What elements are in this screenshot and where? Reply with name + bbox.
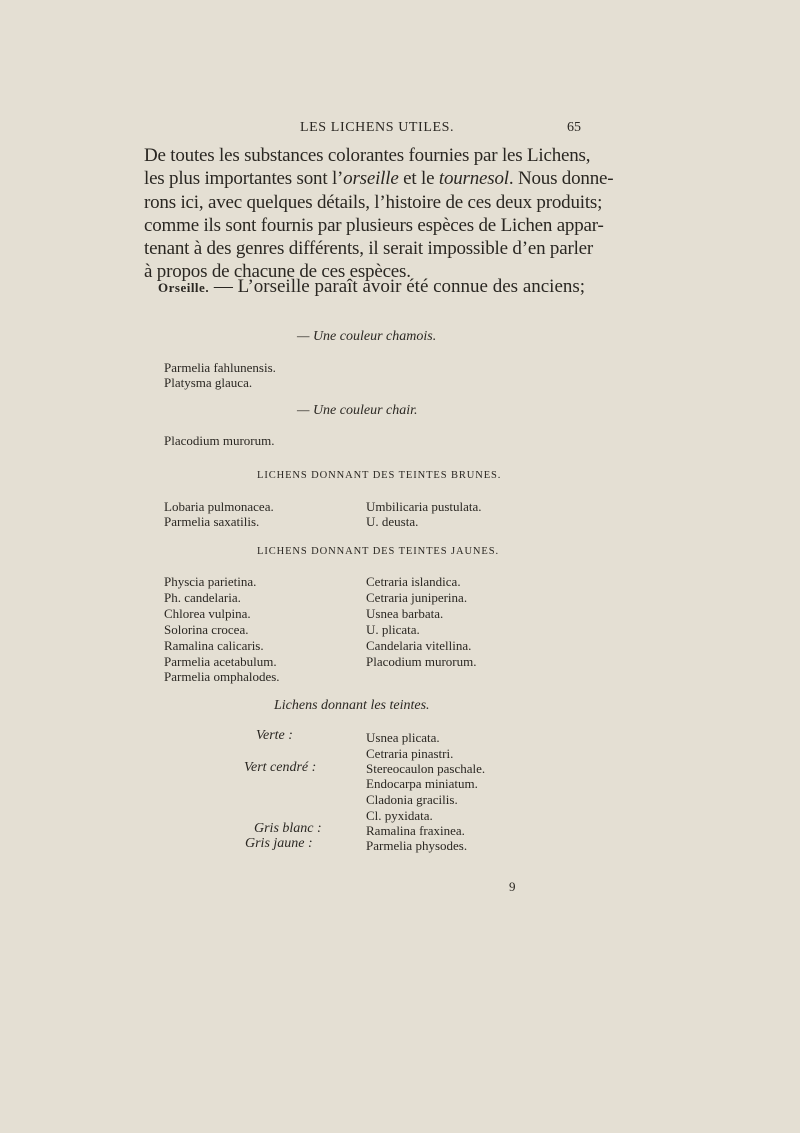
intro-paragraph: [144, 144, 614, 284]
list-item: Usnea barbata.: [366, 606, 444, 621]
list-item: Physcia parietina.: [164, 574, 257, 589]
list-item: Umbilicaria pustulata.: [366, 499, 482, 514]
list-item: Cetraria islandica.: [366, 574, 461, 589]
list-item: Chlorea vulpina.: [164, 606, 251, 621]
tint-label: Gris jaune :: [245, 836, 313, 851]
list-item: Solorina crocea.: [164, 622, 249, 637]
paragraph-line: De toutes les substances colorantes fournies par les Lichens,: [144, 145, 591, 166]
tournesol-term: tournesol: [438, 168, 509, 190]
orseille-term: orseille: [343, 168, 399, 190]
list-item: U. deusta.: [366, 514, 419, 529]
list-item: Parmelia saxatilis.: [164, 514, 260, 529]
list-item: Parmelia omphalodes.: [164, 669, 280, 684]
list-item: Parmelia physodes.: [366, 838, 468, 853]
tint-label: Vert cendré :: [244, 760, 317, 775]
printer-signature: 9: [509, 879, 516, 894]
section-title-brunes: LICHENS DONNANT DES TEINTES BRUNES.: [257, 470, 502, 481]
list-item: Cetraria pinastri.: [366, 746, 454, 761]
tint-label: Gris blanc :: [254, 821, 322, 836]
list-item: Ph. candelaria.: [164, 590, 241, 605]
list-item: Placodium murorum.: [366, 654, 477, 669]
tint-label: Verte :: [256, 728, 293, 743]
list-item: Lobaria pulmonacea.: [164, 499, 274, 514]
orseille-heading-line: Orseille. — L’orseille paraît avoir été connue des anciens;: [158, 276, 586, 297]
list-item: U. plicata.: [366, 622, 420, 637]
orseille-label: Orseille.: [158, 280, 210, 295]
section-title-chair: — Une couleur chair.: [297, 403, 418, 418]
list-item: Endocarpa miniatum.: [366, 776, 478, 791]
list-item: Cladonia gracilis.: [366, 792, 458, 807]
list-item: Cl. pyxidata.: [366, 808, 433, 823]
page-number: 65: [567, 120, 581, 135]
list-item: Usnea plicata.: [366, 730, 440, 745]
section-title-teintes: Lichens donnant les teintes.: [274, 698, 430, 713]
paragraph-line: tenant à des genres différents, il serait impossible d’en parler: [144, 238, 594, 260]
running-header: LES LICHENS UTILES.: [300, 120, 455, 135]
list-item: Candelaria vitellina.: [366, 638, 472, 653]
section-title-jaunes: LICHENS DONNANT DES TEINTES JAUNES.: [257, 546, 499, 557]
paragraph-line: les plus importantes sont l’orseille et le tournesol. Nous donne-: [144, 168, 614, 190]
paragraph-line: comme ils sont fournis par plusieurs espèces de Lichen appar-: [144, 214, 604, 236]
list-item: Ramalina fraxinea.: [366, 823, 465, 838]
list-item: Cetraria juniperina.: [366, 590, 468, 605]
list-item: Stereocaulon paschale.: [366, 761, 486, 776]
list-item: Parmelia acetabulum.: [164, 654, 277, 669]
paragraph-line: rons ici, avec quelques détails, l’histoire de ces deux produits;: [144, 191, 603, 213]
list-item: Placodium murorum.: [164, 433, 275, 448]
list-item: Ramalina calicaris.: [164, 638, 264, 653]
paragraph-line: à propos de chacune de ces espèces.: [144, 261, 411, 283]
section-title-chamois: — Une couleur chamois.: [297, 329, 437, 344]
list-item: Platysma glauca.: [164, 375, 253, 390]
list-item: Parmelia fahlunensis.: [164, 360, 276, 375]
